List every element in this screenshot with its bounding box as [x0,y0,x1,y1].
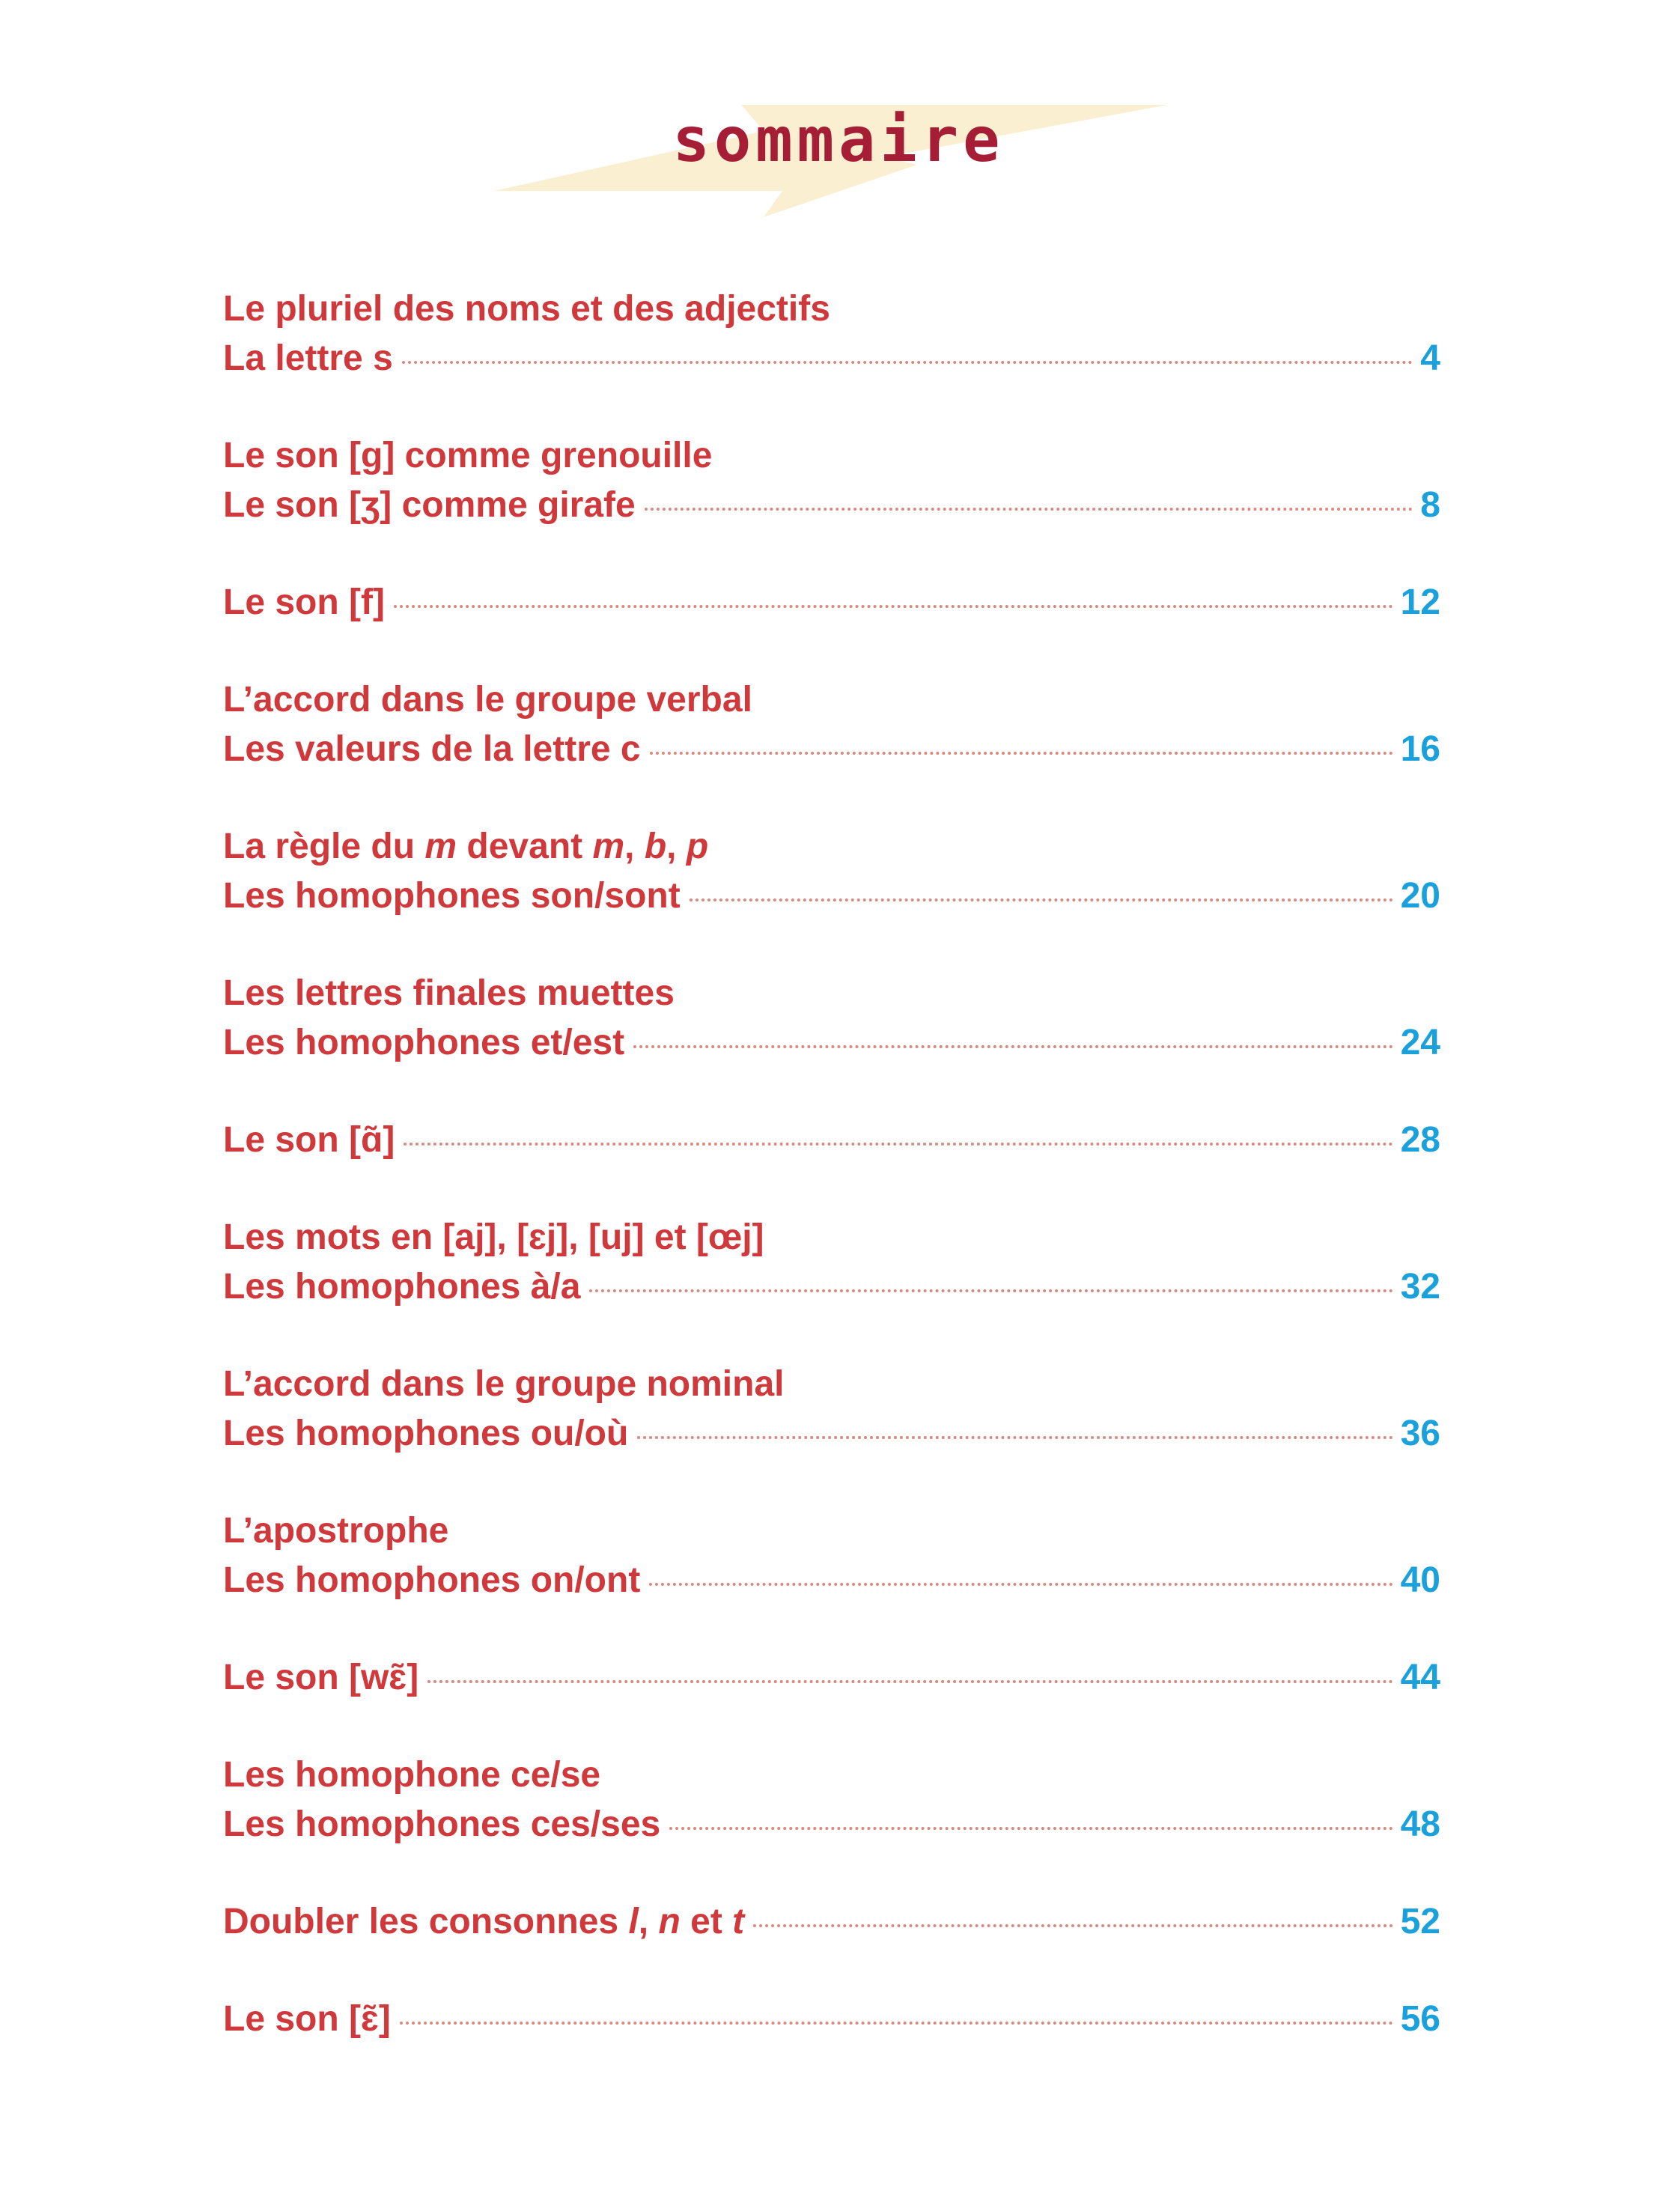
toc-entry-last-line [223,334,1440,383]
header [494,60,1183,232]
toc-entry-subtitle: Les homophones ou/où [223,1414,629,1453]
toc-entry-last-line [223,1995,1440,2044]
page-number: 40 [1400,1560,1440,1600]
page-number: 12 [1400,583,1440,622]
text-segment: et [680,1902,733,1941]
text-segment-italic: m [424,827,457,866]
toc-entry-title: Les homophone ce/se [223,1755,601,1795]
toc-entry-last-line [223,1409,1440,1459]
toc-entry[interactable] [223,969,1440,1068]
dot-leader [427,1680,1393,1683]
dot-leader [649,1583,1393,1586]
text-segment-italic: b [644,827,667,866]
toc-entry-last-line [223,725,1440,774]
toc-entry[interactable] [223,1751,1440,1849]
dot-leader [404,1143,1393,1146]
text-segment-italic: p [686,827,709,866]
toc-entry[interactable] [223,285,1440,383]
toc-entry-title: Les mots en [aj], [ɛj], [uj] et [œj] [223,1217,764,1257]
toc-entry-title: Le pluriel des noms et des adjectifs [223,289,830,329]
toc-entry[interactable] [223,675,1440,774]
toc-entry[interactable] [223,578,1440,627]
toc-entry-last-line [223,1262,1440,1312]
toc-entry-title: L’accord dans le groupe verbal [223,680,752,720]
dot-leader [394,605,1393,608]
page-number: 8 [1420,485,1440,525]
toc-entry-last-line [223,481,1440,530]
toc-entry-title [223,822,1440,872]
toc-entry-title: Les lettres finales muettes [223,973,675,1013]
page-number: 56 [1400,1999,1440,2039]
toc-entry-title: L’apostrophe [223,1511,449,1551]
dot-leader [637,1436,1393,1439]
toc-entry[interactable] [223,1116,1440,1165]
toc-entry-subtitle: Les homophones et/est [223,1023,625,1062]
dot-leader [650,752,1393,755]
page-number: 36 [1400,1414,1440,1453]
toc-entry-subtitle: La lettre s [223,338,393,378]
dot-leader [645,508,1413,511]
toc-entry-subtitle: Les homophones son/sont [223,876,681,916]
toc-entry-title: L’accord dans le groupe nominal [223,1364,785,1404]
page-number: 52 [1400,1902,1440,1941]
toc-entry-title: Le son [g] comme grenouille [223,436,713,475]
dot-leader [669,1827,1393,1830]
dot-leader [400,2022,1393,2025]
toc-entry-last-line [223,872,1440,921]
toc-entry-last-line [223,1897,1440,1947]
toc-entry[interactable] [223,1213,1440,1312]
toc-entry[interactable] [223,1995,1440,2044]
toc-entry-subtitle: Le son [ʒ] comme girafe [223,485,636,525]
text-segment: La règle du [223,827,425,866]
page-title: sommaire [672,105,1005,176]
toc-entry-subtitle: Les homophones on/ont [223,1560,641,1600]
toc-entry-last-line [223,1800,1440,1849]
toc-entry-title [223,1897,744,1947]
page-number: 48 [1400,1804,1440,1844]
text-segment-italic: l [628,1902,639,1941]
toc-entry-title: Le son [ɑ̃] [223,1120,395,1160]
toc-entry-last-line [223,1653,1440,1703]
toc-entry[interactable] [223,1653,1440,1703]
toc-entry[interactable] [223,822,1440,921]
text-segment: , [666,827,687,866]
text-segment-italic: t [732,1902,745,1941]
page-number: 28 [1400,1120,1440,1160]
text-segment-italic: n [658,1902,681,1941]
toc-entry-last-line [223,1018,1440,1068]
page-number: 32 [1400,1267,1440,1307]
toc-entry[interactable] [223,431,1440,530]
dot-leader [589,1289,1393,1292]
dot-leader [402,361,1413,364]
toc-entry-subtitle: Les valeurs de la lettre c [223,729,641,769]
toc-entry-title: Le son [ɛ̃] [223,1999,391,2039]
text-segment: Doubler les consonnes [223,1902,629,1941]
toc-entry-title: Le son [f] [223,583,385,622]
dot-leader [753,1924,1393,1927]
page-number: 24 [1400,1023,1440,1062]
toc-entry[interactable] [223,1897,1440,1947]
page-number: 16 [1400,729,1440,769]
text-segment: , [638,1902,659,1941]
dot-leader [690,898,1393,901]
text-segment: devant [457,827,593,866]
page-number: 20 [1400,876,1440,916]
page-number: 44 [1400,1658,1440,1697]
toc-entry-subtitle: Les homophones ces/ses [223,1804,661,1844]
page-number: 4 [1420,338,1440,378]
text-segment-italic: m [592,827,625,866]
toc-entry[interactable] [223,1506,1440,1605]
toc-entry-last-line [223,1116,1440,1165]
toc-entry-title: Le son [wɛ̃] [223,1658,419,1697]
toc-entry-subtitle: Les homophones à/a [223,1267,581,1307]
toc-entry-last-line [223,578,1440,627]
text-segment: , [624,827,645,866]
toc-entry[interactable] [223,1360,1440,1459]
dot-leader [633,1045,1393,1048]
toc-entry-last-line [223,1556,1440,1605]
